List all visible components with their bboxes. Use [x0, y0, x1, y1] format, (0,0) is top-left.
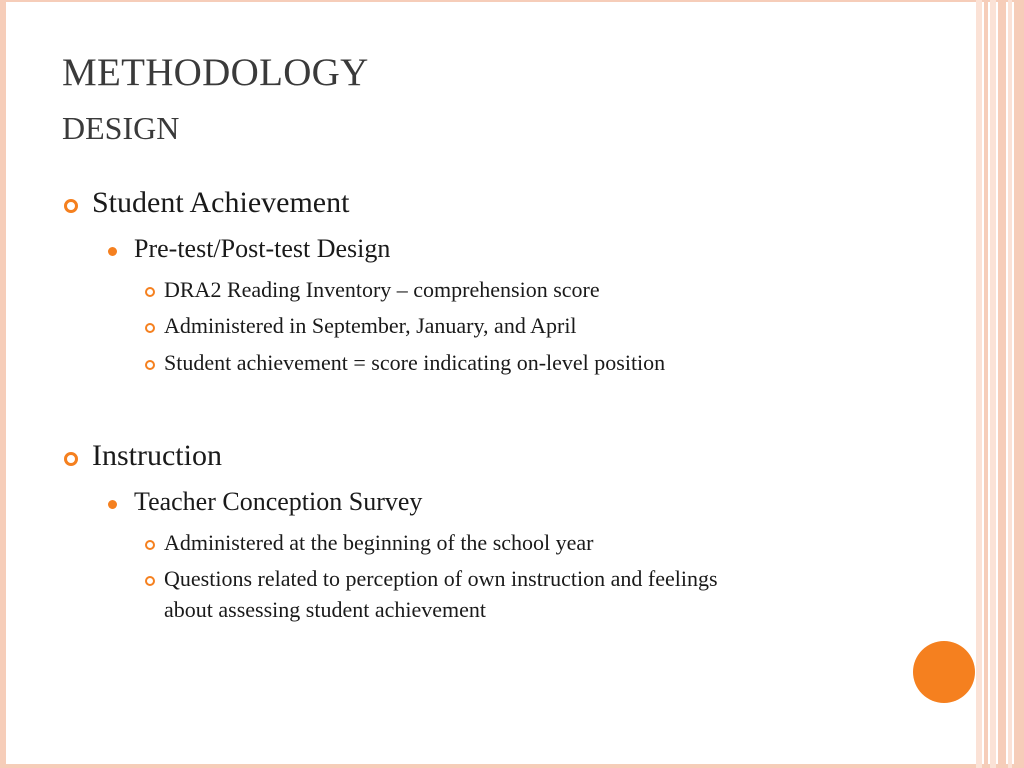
frame-left-border [0, 0, 6, 768]
ring-bullet-icon [145, 323, 155, 333]
ring-bullet-icon [145, 360, 155, 370]
bullet-point: Questions related to perception of own instruction and feelings [164, 566, 718, 591]
decorative-stripe [976, 0, 982, 768]
ring-bullet-icon [145, 540, 155, 550]
dot-bullet-icon [108, 247, 117, 256]
slide-title: METHODOLOGY [62, 51, 369, 94]
decorative-stripe [984, 0, 988, 768]
bullet-point: DRA2 Reading Inventory – comprehension score [164, 277, 600, 302]
decorative-stripe [990, 0, 996, 768]
orange-circle-decoration [913, 641, 975, 703]
frame-top-border [0, 0, 1024, 2]
slide-subtitle: DESIGN [62, 110, 180, 146]
decorative-stripe [998, 0, 1006, 768]
ring-bullet-icon [64, 452, 78, 466]
ring-bullet-icon [145, 576, 155, 586]
section-subheading: Pre-test/Post-test Design [134, 234, 391, 263]
section-subheading: Teacher Conception Survey [134, 487, 423, 516]
bullet-point: Student achievement = score indicating on-level position [164, 350, 666, 375]
frame-bottom-border [0, 764, 1024, 768]
ring-bullet-icon [145, 287, 155, 297]
bullet-point-continuation: about assessing student achievement [164, 597, 486, 622]
bullet-point: Administered in September, January, and April [164, 313, 577, 338]
decorative-stripe [1008, 0, 1012, 768]
ring-bullet-icon [64, 199, 78, 213]
bullet-point: Administered at the beginning of the school year [164, 530, 594, 555]
decorative-stripe [1014, 0, 1024, 768]
dot-bullet-icon [108, 500, 117, 509]
section-heading: Instruction [92, 439, 222, 472]
section-heading: Student Achievement [92, 186, 350, 219]
